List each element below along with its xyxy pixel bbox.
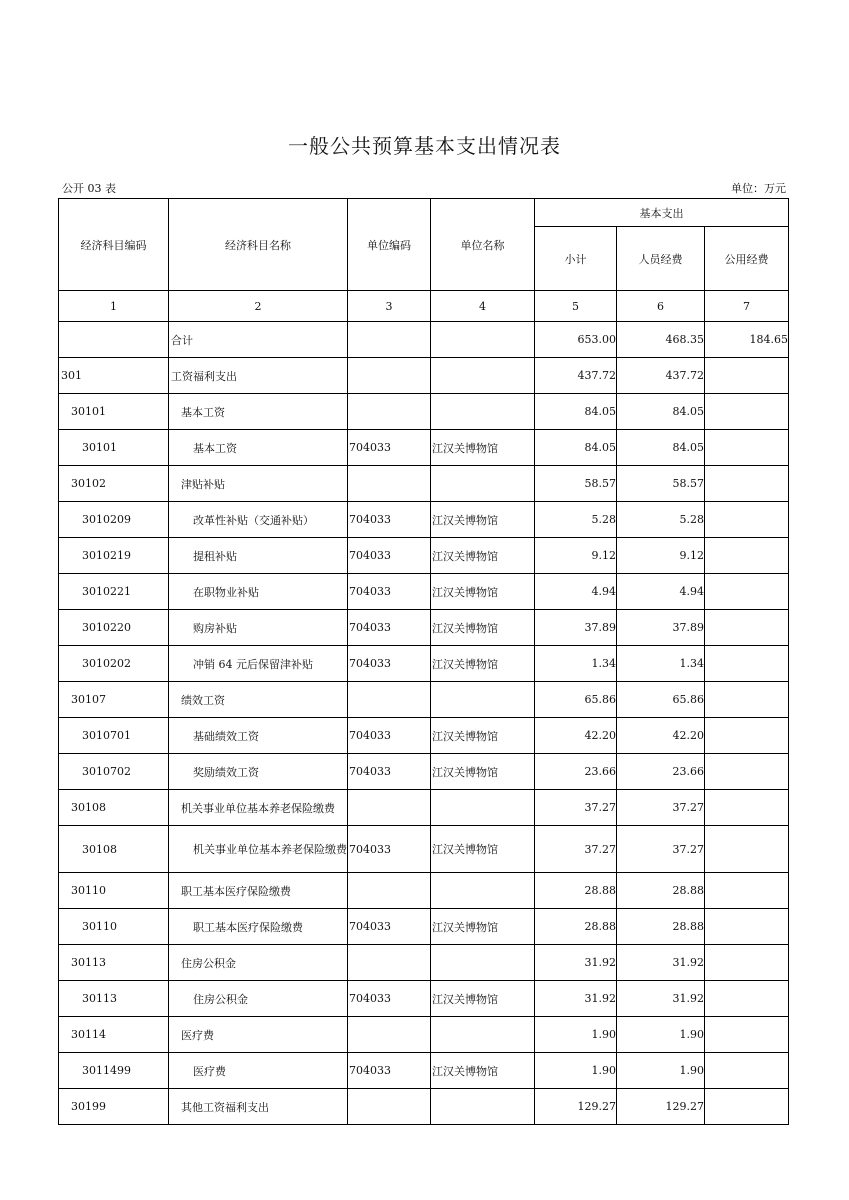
econ-name-cell: 职工基本医疗保险缴费 — [169, 873, 348, 909]
unit-code-cell: 704033 — [348, 538, 431, 574]
personnel-cell: 5.28 — [617, 502, 705, 538]
personnel-cell: 31.92 — [617, 945, 705, 981]
col-number: 1 — [59, 291, 169, 322]
unit-code-cell: 704033 — [348, 430, 431, 466]
budget-table — [58, 198, 789, 1125]
econ-code-cell: 3010220 — [59, 610, 169, 646]
unit-name-cell: 江汉关博物馆 — [431, 646, 535, 682]
public-cell — [705, 718, 789, 754]
unit-name-cell — [431, 945, 535, 981]
econ-name-cell: 其他工资福利支出 — [169, 1089, 348, 1125]
personnel-cell: 84.05 — [617, 394, 705, 430]
table-row — [59, 945, 789, 981]
personnel-cell: 58.57 — [617, 466, 705, 502]
public-cell — [705, 682, 789, 718]
personnel-cell: 42.20 — [617, 718, 705, 754]
subtotal-cell: 129.27 — [535, 1089, 617, 1125]
subtotal-cell: 9.12 — [535, 538, 617, 574]
econ-name-cell: 住房公积金 — [169, 945, 348, 981]
table-row — [59, 873, 789, 909]
econ-name-cell: 基本工资 — [169, 394, 348, 430]
subtotal-cell: 437.72 — [535, 358, 617, 394]
personnel-cell: 23.66 — [617, 754, 705, 790]
econ-name-cell: 在职物业补贴 — [169, 574, 348, 610]
unit-code-cell — [348, 682, 431, 718]
econ-code-cell: 30113 — [59, 981, 169, 1017]
econ-name-cell: 住房公积金 — [169, 981, 348, 1017]
unit-name-cell — [431, 873, 535, 909]
econ-code-cell: 3010202 — [59, 646, 169, 682]
unit-label: 单位：万元 — [731, 182, 786, 195]
unit-code-cell: 704033 — [348, 909, 431, 945]
table-row — [59, 754, 789, 790]
unit-code-cell: 704033 — [348, 646, 431, 682]
econ-name-cell: 机关事业单位基本养老保险缴费 — [169, 826, 348, 873]
econ-code-cell: 3010209 — [59, 502, 169, 538]
table-row — [59, 466, 789, 502]
econ-name-cell: 冲销 64 元后保留津补贴 — [169, 646, 348, 682]
col-number: 5 — [535, 291, 617, 322]
unit-name-cell — [431, 1089, 535, 1125]
econ-code-cell: 3011499 — [59, 1053, 169, 1089]
table-row — [59, 682, 789, 718]
public-cell — [705, 909, 789, 945]
unit-name-cell: 江汉关博物馆 — [431, 430, 535, 466]
subtotal-cell: 31.92 — [535, 945, 617, 981]
subtotal-cell: 37.89 — [535, 610, 617, 646]
subtotal-cell: 5.28 — [535, 502, 617, 538]
unit-code-cell: 704033 — [348, 754, 431, 790]
unit-name-cell — [431, 790, 535, 826]
unit-name-cell: 江汉关博物馆 — [431, 574, 535, 610]
public-cell — [705, 610, 789, 646]
unit-code-cell: 704033 — [348, 718, 431, 754]
table-row — [59, 1053, 789, 1089]
personnel-cell: 1.90 — [617, 1017, 705, 1053]
subtotal-cell: 37.27 — [535, 790, 617, 826]
table-row — [59, 646, 789, 682]
econ-name-cell: 职工基本医疗保险缴费 — [169, 909, 348, 945]
table-row — [59, 394, 789, 430]
public-cell: 184.65 — [705, 322, 789, 358]
table-row — [59, 430, 789, 466]
econ-code-cell: 30107 — [59, 682, 169, 718]
unit-name-cell: 江汉关博物馆 — [431, 718, 535, 754]
header-public: 公用经费 — [705, 227, 789, 291]
unit-name-cell — [431, 466, 535, 502]
econ-code-cell: 3010221 — [59, 574, 169, 610]
personnel-cell: 84.05 — [617, 430, 705, 466]
public-cell — [705, 1017, 789, 1053]
unit-code-cell — [348, 322, 431, 358]
unit-name-cell — [431, 322, 535, 358]
public-cell — [705, 394, 789, 430]
subtotal-cell: 37.27 — [535, 826, 617, 873]
header-unit-name: 单位名称 — [431, 199, 535, 291]
personnel-cell: 37.89 — [617, 610, 705, 646]
subtotal-cell: 1.90 — [535, 1053, 617, 1089]
personnel-cell: 437.72 — [617, 358, 705, 394]
unit-name-cell — [431, 358, 535, 394]
public-cell — [705, 790, 789, 826]
econ-code-cell: 30113 — [59, 945, 169, 981]
personnel-cell: 37.27 — [617, 790, 705, 826]
form-label: 公开 03 表 — [62, 182, 116, 195]
econ-name-cell: 合计 — [169, 322, 348, 358]
econ-name-cell: 提租补贴 — [169, 538, 348, 574]
unit-name-cell: 江汉关博物馆 — [431, 610, 535, 646]
unit-code-cell — [348, 466, 431, 502]
unit-name-cell: 江汉关博物馆 — [431, 909, 535, 945]
subtotal-cell: 84.05 — [535, 394, 617, 430]
econ-name-cell: 医疗费 — [169, 1017, 348, 1053]
econ-code-cell — [59, 322, 169, 358]
unit-code-cell — [348, 1089, 431, 1125]
econ-name-cell: 医疗费 — [169, 1053, 348, 1089]
unit-code-cell: 704033 — [348, 610, 431, 646]
public-cell — [705, 502, 789, 538]
table-row — [59, 610, 789, 646]
econ-code-cell: 30110 — [59, 873, 169, 909]
econ-code-cell: 30199 — [59, 1089, 169, 1125]
personnel-cell: 129.27 — [617, 1089, 705, 1125]
subtotal-cell: 1.90 — [535, 1017, 617, 1053]
unit-name-cell: 江汉关博物馆 — [431, 502, 535, 538]
personnel-cell: 1.90 — [617, 1053, 705, 1089]
header-econ-name: 经济科目名称 — [169, 199, 348, 291]
subtotal-cell: 23.66 — [535, 754, 617, 790]
personnel-cell: 31.92 — [617, 981, 705, 1017]
subtotal-cell: 28.88 — [535, 873, 617, 909]
personnel-cell: 65.86 — [617, 682, 705, 718]
unit-code-cell — [348, 394, 431, 430]
econ-code-cell: 30101 — [59, 394, 169, 430]
econ-code-cell: 30110 — [59, 909, 169, 945]
col-number: 2 — [169, 291, 348, 322]
subtotal-cell: 65.86 — [535, 682, 617, 718]
unit-code-cell — [348, 790, 431, 826]
unit-code-cell — [348, 1017, 431, 1053]
personnel-cell: 28.88 — [617, 873, 705, 909]
header-basic-expenditure: 基本支出 — [535, 199, 789, 227]
table-row — [59, 981, 789, 1017]
subtotal-cell: 653.00 — [535, 322, 617, 358]
econ-code-cell: 3010219 — [59, 538, 169, 574]
header-row-1 — [59, 199, 789, 227]
header-subtotal: 小计 — [535, 227, 617, 291]
table-row — [59, 790, 789, 826]
personnel-cell: 37.27 — [617, 826, 705, 873]
econ-code-cell: 30108 — [59, 790, 169, 826]
unit-code-cell: 704033 — [348, 826, 431, 873]
table-row — [59, 909, 789, 945]
col-number: 4 — [431, 291, 535, 322]
public-cell — [705, 1053, 789, 1089]
unit-code-cell — [348, 358, 431, 394]
subtotal-cell: 28.88 — [535, 909, 617, 945]
unit-name-cell — [431, 682, 535, 718]
column-number-row — [59, 291, 789, 322]
unit-name-cell — [431, 394, 535, 430]
econ-name-cell: 工资福利支出 — [169, 358, 348, 394]
public-cell — [705, 466, 789, 502]
table-row — [59, 538, 789, 574]
public-cell — [705, 826, 789, 873]
econ-name-cell: 津贴补贴 — [169, 466, 348, 502]
public-cell — [705, 358, 789, 394]
econ-name-cell: 基本工资 — [169, 430, 348, 466]
header-unit-code: 单位编码 — [348, 199, 431, 291]
unit-name-cell: 江汉关博物馆 — [431, 1053, 535, 1089]
public-cell — [705, 430, 789, 466]
econ-name-cell: 改革性补贴（交通补贴） — [169, 502, 348, 538]
unit-code-cell — [348, 873, 431, 909]
report-title: 一般公共预算基本支出情况表 — [288, 134, 561, 158]
econ-code-cell: 30114 — [59, 1017, 169, 1053]
econ-name-cell: 奖励绩效工资 — [169, 754, 348, 790]
subtotal-cell: 58.57 — [535, 466, 617, 502]
public-cell — [705, 945, 789, 981]
header-econ-code: 经济科目编码 — [59, 199, 169, 291]
subtotal-cell: 84.05 — [535, 430, 617, 466]
public-cell — [705, 646, 789, 682]
econ-name-cell: 机关事业单位基本养老保险缴费 — [169, 790, 348, 826]
subtotal-cell: 31.92 — [535, 981, 617, 1017]
unit-name-cell: 江汉关博物馆 — [431, 826, 535, 873]
unit-name-cell: 江汉关博物馆 — [431, 981, 535, 1017]
unit-name-cell: 江汉关博物馆 — [431, 538, 535, 574]
econ-code-cell: 3010701 — [59, 718, 169, 754]
table-row — [59, 1089, 789, 1125]
col-number: 6 — [617, 291, 705, 322]
personnel-cell: 28.88 — [617, 909, 705, 945]
col-number: 7 — [705, 291, 789, 322]
public-cell — [705, 1089, 789, 1125]
public-cell — [705, 981, 789, 1017]
unit-code-cell: 704033 — [348, 1053, 431, 1089]
econ-code-cell: 30108 — [59, 826, 169, 873]
econ-name-cell: 基础绩效工资 — [169, 718, 348, 754]
econ-code-cell: 3010702 — [59, 754, 169, 790]
table-row — [59, 1017, 789, 1053]
econ-name-cell: 绩效工资 — [169, 682, 348, 718]
public-cell — [705, 754, 789, 790]
table-row — [59, 322, 789, 358]
table-row — [59, 718, 789, 754]
col-number: 3 — [348, 291, 431, 322]
public-cell — [705, 574, 789, 610]
unit-code-cell: 704033 — [348, 502, 431, 538]
econ-code-cell: 301 — [59, 358, 169, 394]
subtotal-cell: 1.34 — [535, 646, 617, 682]
personnel-cell: 468.35 — [617, 322, 705, 358]
personnel-cell: 9.12 — [617, 538, 705, 574]
econ-name-cell: 购房补贴 — [169, 610, 348, 646]
table-row — [59, 826, 789, 873]
table-row — [59, 502, 789, 538]
table-row — [59, 358, 789, 394]
unit-code-cell: 704033 — [348, 574, 431, 610]
personnel-cell: 4.94 — [617, 574, 705, 610]
header-personnel: 人员经费 — [617, 227, 705, 291]
personnel-cell: 1.34 — [617, 646, 705, 682]
table-row — [59, 574, 789, 610]
unit-name-cell: 江汉关博物馆 — [431, 754, 535, 790]
unit-code-cell: 704033 — [348, 981, 431, 1017]
econ-code-cell: 30101 — [59, 430, 169, 466]
public-cell — [705, 538, 789, 574]
subtotal-cell: 42.20 — [535, 718, 617, 754]
econ-code-cell: 30102 — [59, 466, 169, 502]
subtotal-cell: 4.94 — [535, 574, 617, 610]
unit-code-cell — [348, 945, 431, 981]
unit-name-cell — [431, 1017, 535, 1053]
public-cell — [705, 873, 789, 909]
